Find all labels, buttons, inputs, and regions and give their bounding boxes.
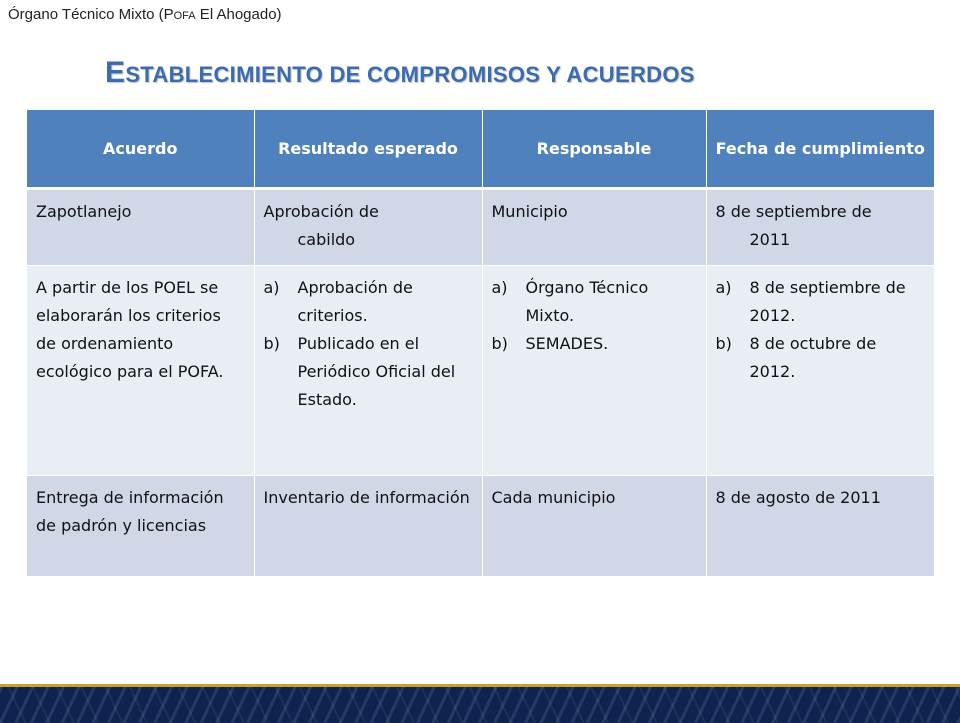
cell-resultado bbox=[254, 266, 482, 476]
list-marker: b) bbox=[263, 334, 280, 353]
list-marker: b) bbox=[715, 334, 732, 353]
list-text: Órgano Técnico Mixto. bbox=[525, 278, 649, 325]
cell-responsable: Municipio bbox=[482, 189, 706, 266]
cell-acuerdo: Entrega de información de padrón y licencias bbox=[27, 476, 254, 577]
list-text: 8 de septiembre de 2012. bbox=[749, 278, 906, 325]
header-resultado: Resultado esperado bbox=[254, 110, 482, 189]
table-row bbox=[27, 189, 934, 266]
header-fecha: Fecha de cumplimiento bbox=[706, 110, 934, 189]
header-note bbox=[8, 6, 282, 23]
list-item bbox=[716, 330, 927, 386]
cell-responsable bbox=[482, 266, 706, 476]
list-item bbox=[264, 274, 474, 330]
list-text: SEMADES. bbox=[525, 334, 609, 353]
fecha-list bbox=[716, 274, 927, 386]
cell-resultado-line2: cabildo bbox=[297, 230, 356, 249]
list-marker: a) bbox=[491, 278, 508, 297]
cell-fecha-line1: 8 de septiembre de bbox=[715, 202, 872, 221]
cell-resultado bbox=[254, 189, 482, 266]
footer-band bbox=[0, 684, 960, 723]
responsable-list bbox=[492, 274, 698, 358]
cell-resultado: Inventario de información bbox=[254, 476, 482, 577]
cell-fecha: 8 de agosto de 2011 bbox=[706, 476, 934, 577]
header-responsable: Responsable bbox=[482, 110, 706, 189]
list-marker: a) bbox=[715, 278, 732, 297]
list-item bbox=[716, 274, 927, 330]
cell-fecha bbox=[706, 189, 934, 266]
slide-title bbox=[105, 56, 695, 90]
cell-fecha bbox=[706, 266, 934, 476]
resultado-list bbox=[264, 274, 474, 414]
list-item bbox=[492, 274, 698, 330]
table-row bbox=[27, 476, 934, 577]
agreements-table bbox=[27, 110, 934, 577]
slide-title-initial: E bbox=[105, 56, 126, 89]
cell-acuerdo: A partir de los POEL se elaborarán los criterios de ordenamiento ecológico para el POFA. bbox=[27, 266, 254, 476]
header-note-suffix: El Ahogado) bbox=[195, 6, 282, 23]
table-row bbox=[27, 266, 934, 476]
slide-title-rest: STABLECIMIENTO DE COMPROMISOS Y ACUERDOS bbox=[125, 62, 695, 87]
list-item bbox=[264, 330, 474, 414]
list-marker: a) bbox=[263, 278, 280, 297]
cell-resultado-line1: Aprobación de bbox=[263, 202, 379, 221]
list-marker: b) bbox=[491, 334, 508, 353]
list-item bbox=[492, 330, 698, 358]
cell-responsable: Cada municipio bbox=[482, 476, 706, 577]
list-text: 8 de octubre de 2012. bbox=[749, 334, 877, 381]
cell-fecha-line2: 2011 bbox=[749, 230, 791, 249]
header-acuerdo: Acuerdo bbox=[27, 110, 254, 189]
header-note-smallcaps: OFA bbox=[173, 10, 196, 22]
footer-pattern bbox=[0, 687, 960, 723]
list-text: Publicado en el Periódico Oficial del Estado. bbox=[297, 334, 456, 409]
list-text: Aprobación de criterios. bbox=[297, 278, 413, 325]
header-note-prefix: Órgano Técnico Mixto (P bbox=[8, 6, 174, 23]
cell-acuerdo: Zapotlanejo bbox=[27, 189, 254, 266]
table-header-row bbox=[27, 110, 934, 189]
